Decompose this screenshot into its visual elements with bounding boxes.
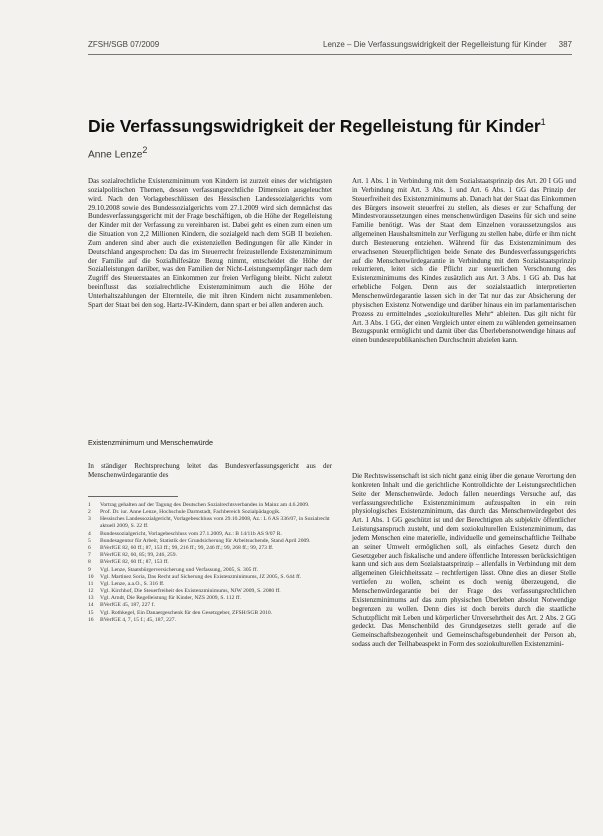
footnote-text: BVerfGE 82, 60, 85; 99, 246, 259. <box>100 552 177 559</box>
footnote <box>88 509 332 516</box>
footnote-text: BVerfGE 4, 7, 15 f.; 45, 187, 227. <box>100 616 176 623</box>
right-column <box>352 177 576 345</box>
footnote-number: 16 <box>88 616 94 623</box>
footnote <box>88 588 332 595</box>
footnote <box>88 538 332 545</box>
footnote-text: Vgl. Rothkegel, Ein Danaergeschenk für den Gesetzgeber, ZFSH/SGB 2010. <box>100 609 273 616</box>
footnote-number: 10 <box>88 573 94 580</box>
left-column <box>88 177 332 310</box>
left-column-continued <box>88 462 332 480</box>
footnote <box>88 502 332 509</box>
section-paragraph: In ständiger Rechtsprechung leitet das Bundesverfassungsgericht aus der Menschenwürdegarantie des <box>88 462 332 479</box>
footnote <box>88 574 332 581</box>
footnote-number: 13 <box>88 595 94 602</box>
footnote-number: 7 <box>88 552 91 559</box>
footnote-text: Prof. Dr. iur. Anne Lenze, Hochschule Darmstadt, Fachbereich Sozialpädagogik. <box>100 509 281 516</box>
footnote <box>88 581 332 588</box>
footnote <box>88 602 332 609</box>
footnote-number: 9 <box>88 566 91 573</box>
running-header <box>88 40 572 52</box>
footnote-text: Vgl. Lenze, Staatsbürgerversicherung und Verfassung, 2005, S. 305 ff. <box>100 566 258 573</box>
footnote-number: 5 <box>88 537 91 544</box>
footnote <box>88 516 332 530</box>
section-heading: Existenzminimum und Menschenwürde <box>88 438 214 447</box>
footnote-text: Vortrag gehalten auf der Tagung des Deutschen Sozialrechtsverbandes in Mainz am 4.6.2009. <box>100 502 310 508</box>
footnote-number: 4 <box>88 530 91 537</box>
author-name: Anne Lenze <box>88 149 143 161</box>
intro-paragraph: Das sozialrechtliche Existenzminimum von Kindern ist zurzeit eines der wichtigsten sozialpolitischen Themen, dessen verfassungsrechtliche Dimension ausgeleuchtet wird. Nach den Vorlagebeschlüssen des Hessischen Landessozialgerichts vom 29.10.2008 sowie des Bundessozialgerichts vom 27.1.2009 wird sich demnächst das Bundesverfassungsgericht mit der Frage beschäftigen, ob die Höhe der Regelleistung der Kinder mit der Verfassung zu vereinbaren ist. Dabei geht es einen zum einen um die Situation von 2,2 Millionen Kindern, die sozialgeld nach dem SGB II beziehen. Zum anderen sind aber auch die existenziellen Bedingungen für alle Kinder in Deutschland angesprochen: Da das im Steuerrecht freizustellende Existenzminimum der Familie auf die Sozialhilfesätze Bezug nimmt, entscheidet die Höhe der Sozialleistungen darüber, was den Familien der Nicht-Leistungsempfänger nach dem Zugriff des Steuerstaates an Einkommen zur freien Verfügung bleibt. Nicht zuletzt beeinflusst das sozialrechtliche Existenzminimum auch die Höhe der Unterhaltszahlungen der Elternteile, die mit ihren Kindern nicht zusammenleben. Spart der Staat bei den sog. Hartz-IV-Kindern, dann spart er bei allen anderen auch. <box>88 177 332 309</box>
footnote-text: Vgl. Lenze, a.a.O., S. 316 ff. <box>100 580 165 587</box>
journal-issue: ZFSH/SGB 07/2009 <box>88 40 160 49</box>
footnote-text: Hessisches Landessozialgericht, Vorlagebeschluss vom 29.10.2008, Az.: L 6 AS 336/07, in Sozialrecht aktuell 2009, S. 22 ff. <box>100 516 330 530</box>
footnote <box>88 567 332 574</box>
author-line <box>88 145 147 160</box>
footnote-number: 8 <box>88 559 91 566</box>
footnote-text: Bundessozialgericht, Vorlagebeschluss vom 27.1.2009, Az.: B 14/11b AS 9/07 R. <box>100 530 282 537</box>
page-number: 387 <box>558 40 572 49</box>
footnote-number: 3 <box>88 516 91 523</box>
header-rule <box>88 54 572 55</box>
footnote <box>88 545 332 552</box>
footnote-number: 11 <box>88 580 94 587</box>
footnote <box>88 617 332 624</box>
footnote-number: 1 <box>88 502 91 508</box>
footnote-text: BVerfGE 82, 60 ff.; 87, 153 ff.; 99, 216 ff.; 99, 246 ff.; 99, 268 ff.; 99, 273 ff. <box>100 544 274 551</box>
footnote-text: Bundesagentur für Arbeit, Statistik der Grundsicherung für Arbeitsuchende, Stand April 2009. <box>100 537 311 544</box>
article-title <box>88 116 548 137</box>
footnote-number: 15 <box>88 609 94 616</box>
footnote-number: 12 <box>88 588 94 595</box>
footnote-text: BVerfGE 82, 60 ff.; 87, 153 ff. <box>100 559 169 566</box>
footnote <box>88 559 332 566</box>
footnote-text: Vgl. Arndt, Die Regelleistung für Kinder, NZS 2009, S. 112 ff. <box>100 595 241 602</box>
right-paragraph-2: Die Rechtswissenschaft ist sich nicht ganz einig über die genaue Verortung den konkreten Inhalt und die gerichtliche Kontrolldichte der Leistungsrechtlichen Seite der Menschenwürde. Jedoch fallen neuerdings Versuche auf, das verfassungsrechtliche Existenzminimum aufzuspalten in ein rein physiologisches Existenzminimum, das durch das Menschenwürdegebot des Art. 1 Abs. 1 GG geschützt ist und der Berechtigten als subjektiv öffentlicher Leistungsanspruch zusteht, und dem soziokulturellen Existenzminimum, das jedem Menschen eine materielle, individuelle und gemeinschaftliche Teilhabe an seiner Umwelt ermöglichen soll, als einfaches Gesetz durch den Gesetzgeber auch fiskalische und andere öffentliche Interessen berücksichtigen kann und sich aus dem Sozialstaatsprinzip – allenfalls in Verbindung mit dem allgemeinen Gleichheitssatz – rechtfertigen lässt. Ohne dies an dieser Stelle vertiefen zu wollen, scheint es doch wenig überzeugend, die Menschenwürdegarantie bei der Frage des verfassungsrechtlichen Existenzminimums auf das zum physischen Überleben absolut Notwendige begrenzen zu wollen. Denn dies ist doch bereits durch die staatliche Schutzpflicht mit Leben und körperlicher Unversehrtheit des Art. 2 Abs. 2 GG gedeckt. Das Menschenbild des Grundgesetzes stellt gerade auf die Gemeinschaftsbezogenheit und Gemeinschaftsgebundenheit der Person ab, sodass auch der Teilhabeaspekt in Form des soziokulturellen Existenzmini- <box>352 472 576 649</box>
author-footnote-mark: 2 <box>142 145 148 155</box>
title-footnote-mark: 1 <box>540 117 546 128</box>
right-paragraph-1: Art. 1 Abs. 1 in Verbindung mit dem Sozialstaatsprinzip des Art. 20 I GG und in Verbindung mit Art. 3 Abs. 1 und Art. 6 Abs. 1 GG das Prinzip der Steuerfreiheit des Existenzminimums ab. Danach hat der Staat das Einkommen des Bürgers insoweit steuerfrei zu stellen, als dieses er zur Schaffung der Mindestvoraussetzungen eines menschenwürdigen Daseins für sich und seine Familie benötigt. Was der Staat dem Einzelnen voraussetzungslos aus allgemeinen Haushaltsmitteln zur Verfügung zu stellen habe, dürfe er ihm nicht durch Besteuerung entziehen. Während für das Existenzminimum des erwachsenen Steuerpflichtigen beide Senate des Bundesverfassungsgerichts auf die Menschenwürdegarantie in Verbindung mit dem Sozialstaatsprinzip rekurrieren, leitet sich die Pflicht zur steuerlichen Verschonung des Existenzminimums des Kindes zusätzlich aus Art. 3 Abs. 1 GG ab. Das hat erhebliche Folgen. Denn aus der sozialstaatlich interpretierten Menschenwürdegarantie lassen sich in der Tat nur das zur Absicherung der physischen Existenz Notwendige und darüber hinaus ein im parlamentarischen Prozess zu ermittelndes „soziokulturelles Mehr“ ableiten. Das gilt nicht für Art. 3 Abs. 1 GG, der einen Vergleich unter einem zu wählenden gemeinsamen Bezugspunkt ermöglicht und damit über das Überlebensnotwendige hinaus auf einen bundesrepublikanischen Durchschnitt abzielen kann. <box>352 177 576 345</box>
footnotes <box>88 502 332 624</box>
footnote <box>88 531 332 538</box>
right-column-lower <box>352 472 576 649</box>
footnote-text: Vgl. Martinez Soria, Das Recht auf Sicherung des Existenzminimums, JZ 2005, S. 644 ff. <box>100 573 302 580</box>
footnote-text: Vgl. Kirchhof, Die Steuerfreiheit des Existenzminimums, NJW 2009, S. 2080 ff. <box>100 588 281 595</box>
footnote-number: 14 <box>88 602 94 609</box>
footnote <box>88 610 332 617</box>
article-title-text: Die Verfassungswidrigkeit der Regelleistung für Kinder <box>88 116 541 136</box>
footnote-text: BVerfGE 45, 187, 227 f. <box>100 602 155 609</box>
footnote-number: 6 <box>88 544 91 551</box>
footnote-rule <box>88 496 178 497</box>
footnote-number: 2 <box>88 509 91 516</box>
running-title: Lenze – Die Verfassungswidrigkeit der Regelleistung für Kinder <box>323 40 547 49</box>
